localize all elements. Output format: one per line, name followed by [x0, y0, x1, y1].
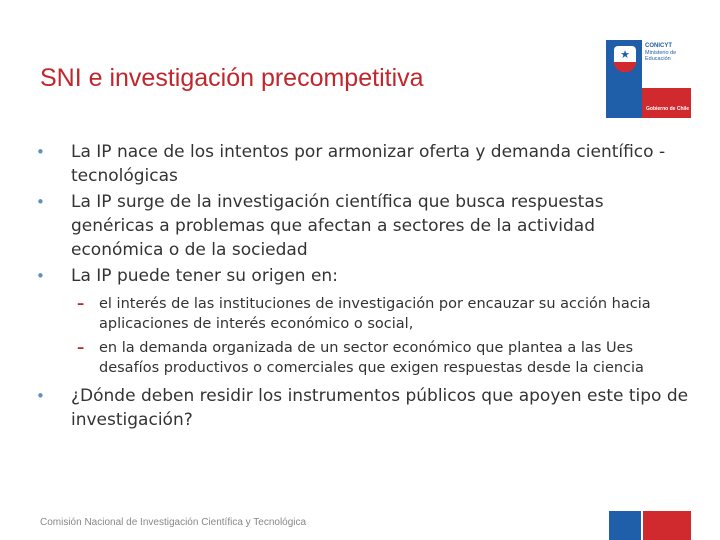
bullet-item [30, 190, 690, 262]
bullet-list [30, 140, 690, 432]
bullet-dot-icon: • [36, 193, 45, 211]
sub-bullet-item [71, 338, 690, 378]
logo-ministry: Ministerio de Educación [645, 49, 677, 62]
footer-text: Comisión Nacional de Investigación Científica y Tecnológica [40, 517, 307, 528]
bullet-text: La IP nace de los intentos por armonizar oferta y demanda científico -tecnológicas [71, 142, 666, 186]
dash-icon: – [77, 340, 85, 356]
coat-of-arms-icon: ★ [614, 46, 636, 72]
logo-government: Gobierno de Chile [646, 106, 690, 112]
sub-bullet-text: el interés de las instituciones de investigación por encauzar su acción hacia aplicaciones de interés económico o social, [99, 296, 651, 332]
bullet-dot-icon: • [36, 387, 45, 405]
footer-red-block [643, 511, 691, 540]
logo-org-text [645, 43, 691, 63]
sub-bullet-item [71, 294, 690, 334]
bullet-dot-icon: • [36, 143, 45, 161]
logo-blue-bar [606, 88, 642, 118]
logo-acronym: CONICYT [645, 43, 672, 49]
footer-blue-block [609, 511, 641, 540]
sub-bullet-list [71, 294, 690, 378]
sub-bullet-text: en la demanda organizada de un sector económico que plantea a las Ues desafíos productivos o comerciales que exigen respuestas desde la ciencia [99, 340, 644, 376]
bullet-item [30, 384, 690, 432]
bullet-text: La IP puede tener su origen en: [71, 266, 338, 286]
slide-content [30, 140, 690, 434]
conicyt-logo [606, 40, 691, 118]
bullet-text: La IP surge de la investigación científica que busca respuestas genéricas a problemas que afectan a sectores de la actividad económica o de la sociedad [71, 192, 604, 260]
bullet-item [30, 140, 690, 188]
bullet-item [30, 264, 690, 378]
bullet-text: ¿Dónde deben residir los instrumentos públicos que apoyen este tipo de investigación? [71, 386, 689, 430]
dash-icon: – [77, 296, 85, 312]
slide-title: SNI e investigación precompetitiva [40, 64, 424, 92]
bullet-dot-icon: • [36, 267, 45, 285]
